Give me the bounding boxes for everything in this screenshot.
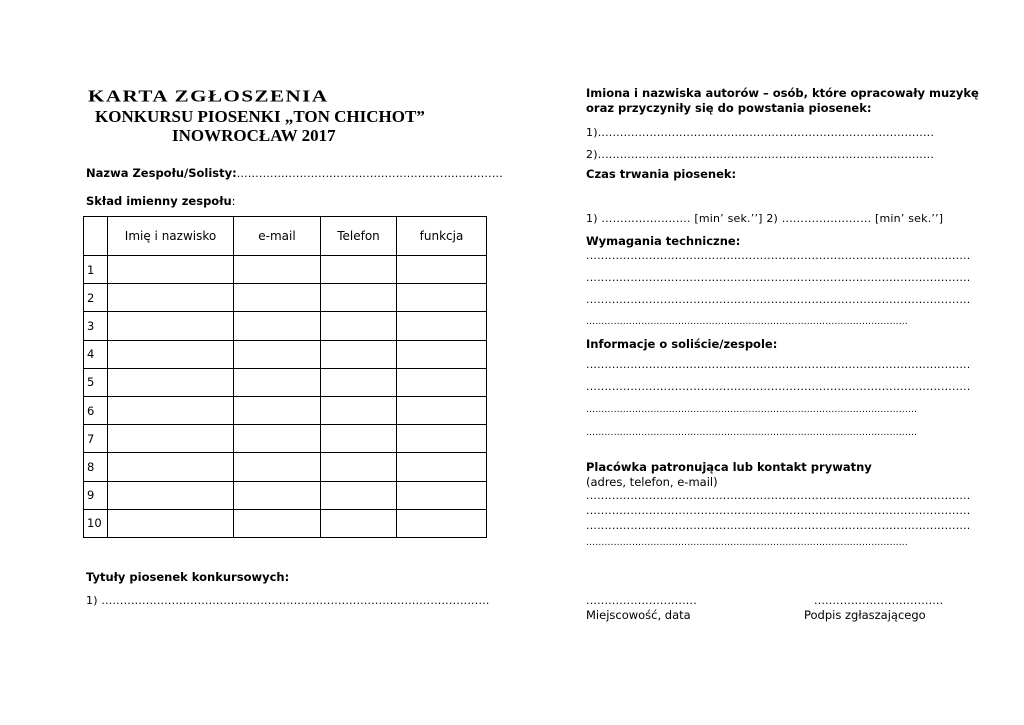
header-phone: Telefon	[321, 217, 397, 256]
row-number: 1	[84, 256, 108, 284]
role-cell[interactable]	[397, 425, 487, 453]
row-number: 5	[84, 368, 108, 396]
phone-cell[interactable]	[321, 256, 397, 284]
row-number: 9	[84, 481, 108, 509]
row-number: 2	[84, 284, 108, 312]
form-title: KARTA ZGŁOSZENIA	[88, 86, 329, 106]
phone-cell[interactable]	[321, 425, 397, 453]
email-cell[interactable]	[234, 256, 321, 284]
place-date-label: Miejscowość, data	[586, 608, 691, 622]
role-cell[interactable]	[397, 312, 487, 340]
row-number: 6	[84, 396, 108, 424]
role-cell[interactable]	[397, 340, 487, 368]
email-cell[interactable]	[234, 453, 321, 481]
patron-line-1[interactable]: ........................................................................................................	[586, 489, 971, 502]
name-cell[interactable]	[108, 340, 234, 368]
authors-label-line1: Imiona i nazwiska autorów – osób, które opracowały muzykę	[586, 86, 979, 100]
patron-sublabel: (adres, telefon, e-mail)	[586, 475, 718, 489]
table-row	[84, 396, 487, 424]
band-name-row	[86, 166, 503, 180]
patron-label: Placówka patronująca lub kontakt prywatny	[586, 460, 872, 474]
table-row	[84, 312, 487, 340]
name-cell[interactable]	[108, 425, 234, 453]
name-cell[interactable]	[108, 284, 234, 312]
role-cell[interactable]	[397, 256, 487, 284]
table-row	[84, 368, 487, 396]
name-cell[interactable]	[108, 509, 234, 537]
phone-cell[interactable]	[321, 340, 397, 368]
patron-line-3[interactable]: ........................................................................................................	[586, 519, 971, 532]
table-row	[84, 256, 487, 284]
name-cell[interactable]	[108, 453, 234, 481]
header-name: Imię i nazwisko	[108, 217, 234, 256]
phone-cell[interactable]	[321, 368, 397, 396]
email-cell[interactable]	[234, 481, 321, 509]
form-city-year: INOWROCŁAW 2017	[172, 126, 336, 145]
info-line-2[interactable]: ........................................................................................................	[586, 380, 971, 393]
patron-line-4[interactable]: ……………………………………………………………………………………………	[586, 538, 908, 548]
members-heading	[86, 194, 236, 208]
author-field-2[interactable]: 2)...........................................................................................	[586, 148, 935, 161]
signature-label: Podpis zgłaszającego	[804, 608, 926, 622]
email-cell[interactable]	[234, 396, 321, 424]
phone-cell[interactable]	[321, 284, 397, 312]
tech-label: Wymagania techniczne:	[586, 234, 741, 248]
phone-cell[interactable]	[321, 312, 397, 340]
phone-cell[interactable]	[321, 453, 397, 481]
table-row	[84, 509, 487, 537]
email-cell[interactable]	[234, 509, 321, 537]
tech-line-1[interactable]: ........................................................................................................	[586, 249, 971, 262]
signature-field[interactable]: ...................................	[814, 594, 944, 607]
author-field-1[interactable]: 1)...........................................................................................	[586, 126, 935, 139]
table-row	[84, 284, 487, 312]
phone-cell[interactable]	[321, 481, 397, 509]
role-cell[interactable]	[397, 284, 487, 312]
email-cell[interactable]	[234, 425, 321, 453]
email-cell[interactable]	[234, 284, 321, 312]
header-role: funkcja	[397, 217, 487, 256]
header-email: e-mail	[234, 217, 321, 256]
band-name-field[interactable]: ........................................................................	[236, 167, 503, 180]
table-row	[84, 425, 487, 453]
table-row	[84, 453, 487, 481]
role-cell[interactable]	[397, 368, 487, 396]
patron-line-2[interactable]: ........................................................................................................	[586, 504, 971, 517]
name-cell[interactable]	[108, 481, 234, 509]
members-label: Skład imienny zespołu	[86, 194, 232, 208]
members-colon: :	[231, 194, 236, 208]
email-cell[interactable]	[234, 312, 321, 340]
form-subtitle: KONKURSU PIOSENKI „TON CHICHOT”	[95, 107, 425, 126]
info-line-4[interactable]: ………………………………………………………………………………………………	[586, 428, 918, 438]
table-row	[84, 481, 487, 509]
table-row	[84, 340, 487, 368]
tech-line-3[interactable]: ........................................................................................................	[586, 293, 971, 306]
duration-label: Czas trwania piosenek:	[586, 167, 737, 181]
row-number: 4	[84, 340, 108, 368]
row-number: 7	[84, 425, 108, 453]
role-cell[interactable]	[397, 481, 487, 509]
members-table	[83, 216, 487, 538]
phone-cell[interactable]	[321, 509, 397, 537]
songs-label: Tytuły piosenek konkursowych:	[86, 570, 290, 584]
name-cell[interactable]	[108, 396, 234, 424]
header-num-cell	[84, 217, 108, 256]
email-cell[interactable]	[234, 368, 321, 396]
tech-line-2[interactable]: ........................................................................................................	[586, 271, 971, 284]
members-table-header	[84, 217, 487, 256]
band-name-label: Nazwa Zespołu/Solisty:	[86, 166, 237, 180]
song-title-field-1[interactable]: 1) .........................................................................................................	[86, 594, 490, 607]
name-cell[interactable]	[108, 312, 234, 340]
name-cell[interactable]	[108, 368, 234, 396]
duration-field[interactable]: 1) ……………......... [min’ sek.’’] 2) …………………… [min’ sek.’’]	[586, 212, 944, 225]
tech-line-4[interactable]: ……………………………………………………………………………………………	[586, 317, 908, 327]
place-date-field[interactable]: ..............................	[586, 594, 697, 607]
info-line-1[interactable]: ........................................................................................................	[586, 358, 971, 371]
row-number: 3	[84, 312, 108, 340]
authors-label-line2: oraz przyczyniły się do powstania piosenek:	[586, 101, 872, 115]
email-cell[interactable]	[234, 340, 321, 368]
info-line-3[interactable]: ………………………………………………………………………………………………	[586, 405, 918, 415]
role-cell[interactable]	[397, 396, 487, 424]
name-cell[interactable]	[108, 256, 234, 284]
role-cell[interactable]	[397, 453, 487, 481]
phone-cell[interactable]	[321, 396, 397, 424]
info-label: Informacje o soliście/zespole:	[586, 337, 778, 351]
role-cell[interactable]	[397, 509, 487, 537]
row-number: 8	[84, 453, 108, 481]
row-number: 10	[84, 509, 108, 537]
